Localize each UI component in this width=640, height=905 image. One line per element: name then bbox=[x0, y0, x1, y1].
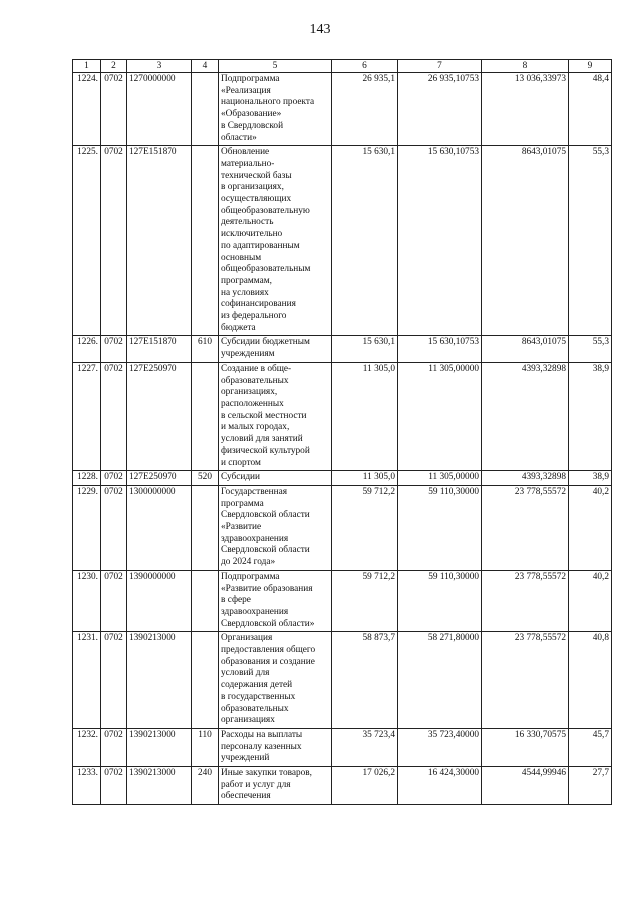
execution-percent: 27,7 bbox=[569, 767, 612, 805]
column-header: 9 bbox=[569, 60, 612, 73]
budget-allocation: 15 630,10753 bbox=[398, 146, 482, 336]
budget-allocation: 15 630,10753 bbox=[398, 336, 482, 362]
execution-percent: 38,9 bbox=[569, 362, 612, 470]
budget-allocation: 16 424,30000 bbox=[398, 767, 482, 805]
budget-table bbox=[72, 59, 612, 805]
executed-amount: 23 778,55572 bbox=[482, 485, 569, 570]
target-article-code: 1390000000 bbox=[127, 570, 192, 632]
execution-percent: 38,9 bbox=[569, 471, 612, 486]
budget-allocation: 11 305,00000 bbox=[398, 471, 482, 486]
section-code: 0702 bbox=[101, 728, 127, 766]
approved-amount: 15 630,1 bbox=[332, 336, 398, 362]
target-article-code: 1390213000 bbox=[127, 632, 192, 729]
row-number: 1227. bbox=[73, 362, 101, 470]
approved-amount: 26 935,1 bbox=[332, 73, 398, 146]
budget-allocation: 59 110,30000 bbox=[398, 485, 482, 570]
table-row bbox=[73, 632, 612, 729]
table-body bbox=[73, 73, 612, 805]
expense-type-code bbox=[192, 362, 219, 470]
approved-amount: 17 026,2 bbox=[332, 767, 398, 805]
execution-percent: 40,2 bbox=[569, 485, 612, 570]
row-number: 1226. bbox=[73, 336, 101, 362]
section-code: 0702 bbox=[101, 73, 127, 146]
table-row bbox=[73, 485, 612, 570]
approved-amount: 11 305,0 bbox=[332, 362, 398, 470]
executed-amount: 8643,01075 bbox=[482, 336, 569, 362]
expense-type-code bbox=[192, 570, 219, 632]
target-article-code: 1390213000 bbox=[127, 728, 192, 766]
column-header: 7 bbox=[398, 60, 482, 73]
item-name: Государственная программа Свердловской области «Развитие здравоохранения Свердловской области до 2024 года» bbox=[219, 485, 332, 570]
executed-amount: 4393,32898 bbox=[482, 362, 569, 470]
execution-percent: 55,3 bbox=[569, 146, 612, 336]
section-code: 0702 bbox=[101, 146, 127, 336]
target-article-code: 1270000000 bbox=[127, 73, 192, 146]
budget-allocation: 11 305,00000 bbox=[398, 362, 482, 470]
table-row bbox=[73, 362, 612, 470]
target-article-code: 1300000000 bbox=[127, 485, 192, 570]
budget-allocation: 26 935,10753 bbox=[398, 73, 482, 146]
target-article-code: 127E151870 bbox=[127, 146, 192, 336]
budget-allocation: 59 110,30000 bbox=[398, 570, 482, 632]
target-article-code: 127E250970 bbox=[127, 362, 192, 470]
row-number: 1224. bbox=[73, 73, 101, 146]
row-number: 1225. bbox=[73, 146, 101, 336]
row-number: 1232. bbox=[73, 728, 101, 766]
expense-type-code bbox=[192, 632, 219, 729]
table-row bbox=[73, 73, 612, 146]
section-code: 0702 bbox=[101, 632, 127, 729]
target-article-code: 127E151870 bbox=[127, 336, 192, 362]
row-number: 1229. bbox=[73, 485, 101, 570]
approved-amount: 59 712,2 bbox=[332, 485, 398, 570]
execution-percent: 40,2 bbox=[569, 570, 612, 632]
table-row bbox=[73, 570, 612, 632]
section-code: 0702 bbox=[101, 767, 127, 805]
column-header: 2 bbox=[101, 60, 127, 73]
approved-amount: 15 630,1 bbox=[332, 146, 398, 336]
page-number: 143 bbox=[309, 22, 331, 37]
column-header: 4 bbox=[192, 60, 219, 73]
item-name: Расходы на выплаты персоналу казенных учреждений bbox=[219, 728, 332, 766]
approved-amount: 58 873,7 bbox=[332, 632, 398, 729]
expense-type-code: 240 bbox=[192, 767, 219, 805]
approved-amount: 59 712,2 bbox=[332, 570, 398, 632]
expense-type-code bbox=[192, 146, 219, 336]
section-code: 0702 bbox=[101, 336, 127, 362]
item-name: Субсидии бюджетным учреждениям bbox=[219, 336, 332, 362]
column-header: 5 bbox=[219, 60, 332, 73]
row-number: 1231. bbox=[73, 632, 101, 729]
approved-amount: 11 305,0 bbox=[332, 471, 398, 486]
executed-amount: 8643,01075 bbox=[482, 146, 569, 336]
expense-type-code: 610 bbox=[192, 336, 219, 362]
column-header: 8 bbox=[482, 60, 569, 73]
section-code: 0702 bbox=[101, 570, 127, 632]
execution-percent: 40,8 bbox=[569, 632, 612, 729]
execution-percent: 48,4 bbox=[569, 73, 612, 146]
column-header: 1 bbox=[73, 60, 101, 73]
item-name: Подпрограмма «Развитие образования в сфере здравоохранения Свердловской области» bbox=[219, 570, 332, 632]
table-row bbox=[73, 767, 612, 805]
approved-amount: 35 723,4 bbox=[332, 728, 398, 766]
item-name: Организация предоставления общего образования и создание условий для содержания детей в государственных образовательных организациях bbox=[219, 632, 332, 729]
execution-percent: 45,7 bbox=[569, 728, 612, 766]
item-name: Создание в обще- образовательных организациях, расположенных в сельской местности и малых городах, условий для занятий физической культурой и спортом bbox=[219, 362, 332, 470]
expense-type-code bbox=[192, 73, 219, 146]
column-header: 3 bbox=[127, 60, 192, 73]
executed-amount: 4544,99946 bbox=[482, 767, 569, 805]
section-code: 0702 bbox=[101, 362, 127, 470]
executed-amount: 23 778,55572 bbox=[482, 570, 569, 632]
budget-allocation: 58 271,80000 bbox=[398, 632, 482, 729]
expense-type-code: 110 bbox=[192, 728, 219, 766]
target-article-code: 127E250970 bbox=[127, 471, 192, 486]
table-row bbox=[73, 471, 612, 486]
target-article-code: 1390213000 bbox=[127, 767, 192, 805]
row-number: 1230. bbox=[73, 570, 101, 632]
section-code: 0702 bbox=[101, 485, 127, 570]
table-row bbox=[73, 336, 612, 362]
row-number: 1228. bbox=[73, 471, 101, 486]
table-row bbox=[73, 728, 612, 766]
item-name: Иные закупки товаров, работ и услуг для обеспечения bbox=[219, 767, 332, 805]
row-number: 1233. bbox=[73, 767, 101, 805]
budget-allocation: 35 723,40000 bbox=[398, 728, 482, 766]
executed-amount: 23 778,55572 bbox=[482, 632, 569, 729]
section-code: 0702 bbox=[101, 471, 127, 486]
expense-type-code: 520 bbox=[192, 471, 219, 486]
item-name: Подпрограмма «Реализация национального проекта «Образование» в Свердловской области» bbox=[219, 73, 332, 146]
executed-amount: 13 036,33973 bbox=[482, 73, 569, 146]
expense-type-code bbox=[192, 485, 219, 570]
executed-amount: 4393,32898 bbox=[482, 471, 569, 486]
execution-percent: 55,3 bbox=[569, 336, 612, 362]
item-name: Обновление материально- технической базы в организациях, осуществляющих общеобразовательную деятельность исключительно по адаптированным основным общеобразовательным программам, на условиях софинансирования из федерального бюджета bbox=[219, 146, 332, 336]
column-number-header bbox=[73, 60, 612, 73]
item-name: Субсидии bbox=[219, 471, 332, 486]
table-row bbox=[73, 146, 612, 336]
column-header: 6 bbox=[332, 60, 398, 73]
executed-amount: 16 330,70575 bbox=[482, 728, 569, 766]
